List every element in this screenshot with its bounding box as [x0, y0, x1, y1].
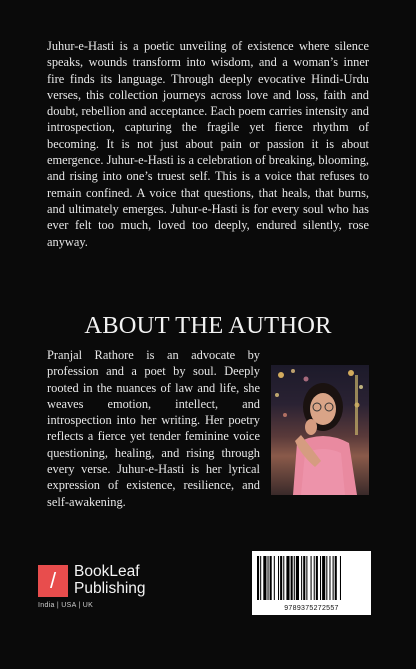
publisher-tagline: India | USA | UK [38, 602, 94, 609]
author-bio: Pranjal Rathore is an advocate by profession and a poet by soul. Deeply rooted in the nuances of law and life, she weaves emotion, intellect, and introspection into her writing. Her poetry reflects a fierce yet tender feminine voice questioning, healing, and rising through every verse. Juhur-e-Hasti is her lyrical expression of existence, resilience, and self-awakening. [47, 348, 260, 509]
isbn-barcode [252, 551, 371, 615]
isbn-number: 9789375272557 [284, 605, 339, 612]
author-photo [271, 365, 369, 495]
publisher-logo [38, 565, 68, 597]
publisher-logo-mark: / [49, 568, 57, 593]
publisher-name-line2: Publishing [74, 580, 146, 597]
barcode-bars [257, 556, 366, 600]
publisher-name-line1: BookLeaf [74, 563, 140, 580]
about-author-heading: ABOUT THE AUTHOR [84, 312, 332, 339]
back-cover-blurb: Juhur-e-Hasti is a poetic unveiling of existence where silence speaks, wounds transform into wisdom, and a woman’s inner fire finds its language. Through deeply evocative Hindi-Urdu verses, this collection journeys across love and loss, faith and doubt, rebellion and acceptance. Each poem carries intensity and introspection, capturing the fragile yet fierce rhythm of becoming. It is not just about pain or passion it is about emergence. Juhur-e-Hasti is a celebration of breaking, blooming, and rising into one’s truest self. This is a voice that refuses to remain confined. A voice that questions, that heals, that burns, and ultimately emerges. Juhur-e-Hasti is for every soul who has ever felt too much, loved too deeply, endured silently, rose anyway. [47, 39, 369, 249]
